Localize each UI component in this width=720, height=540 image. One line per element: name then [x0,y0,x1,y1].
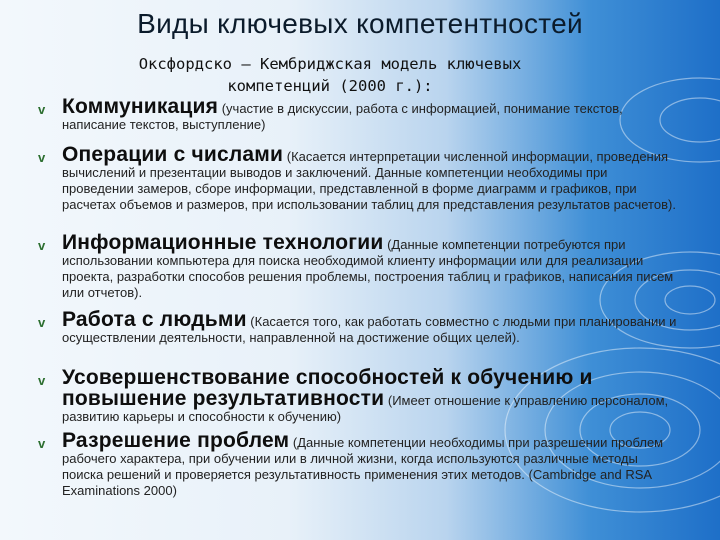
item-heading: Работа с людьми [62,308,247,331]
item-description: (Имеет отношение к управлению персоналом, развитию карьеры и способности к обучению) [62,393,669,424]
list-item [38,96,678,133]
item-heading: Разрешение проблем [62,429,290,452]
slide-subtitle: Оксфордско – Кембриджская модель ключевых компетенций (2000 г.): [138,55,522,95]
item-description: (Касается того, как работать совместно с людьми при планировании и осуществлении деятельности, направленной на достижение общих целей). [62,314,677,345]
list-item [38,309,678,346]
checkmark-bullet-icon: v [38,102,46,117]
item-description: (Данные компетенции потребуются при использовании компьютера для поиска необходимой клиенту информации или для реализации проекта, разработки способов решения проблемы, построения таблиц и графиков, написания писем или отчетов). [62,237,674,300]
item-heading: Информационные технологии [62,231,384,254]
checkmark-bullet-icon: v [38,373,46,388]
item-description: (Касается интерпретации численной информации, проведения вычислений и презентации выводов и заключений. Данные компетенции необходимы при проведении замеров, сборе информации, представленной в форме диаграмм и графиков, при расчетах объемов и размеров, при использовании таблиц для представления результатов расчетов). [62,149,676,212]
list-item [38,232,678,301]
checkmark-bullet-icon: v [38,315,46,330]
list-item [38,144,678,213]
list-item [38,430,678,499]
item-description: (Данные компетенции необходимы при разрешении проблем рабочего характера, при обучении или в личной жизни, когда используются различные методы поиска решений и проверяется результативность применения этих методов. (Cambridge and RSA Examinations 2000) [62,435,664,498]
item-heading: Операции с числами [62,143,284,166]
checkmark-bullet-icon: v [38,436,46,451]
item-heading: Усовершенствование способностей к обучению и повышение результативности [62,366,593,410]
checkmark-bullet-icon: v [38,150,46,165]
item-heading: Коммуникация [62,95,219,118]
item-description: (участие в дискуссии, работа с информацией, понимание текстов, написание текстов, выступление) [62,101,623,132]
slide-title: Виды ключевых компетентностей [137,8,583,39]
list-item [38,367,678,425]
checkmark-bullet-icon: v [38,238,46,253]
